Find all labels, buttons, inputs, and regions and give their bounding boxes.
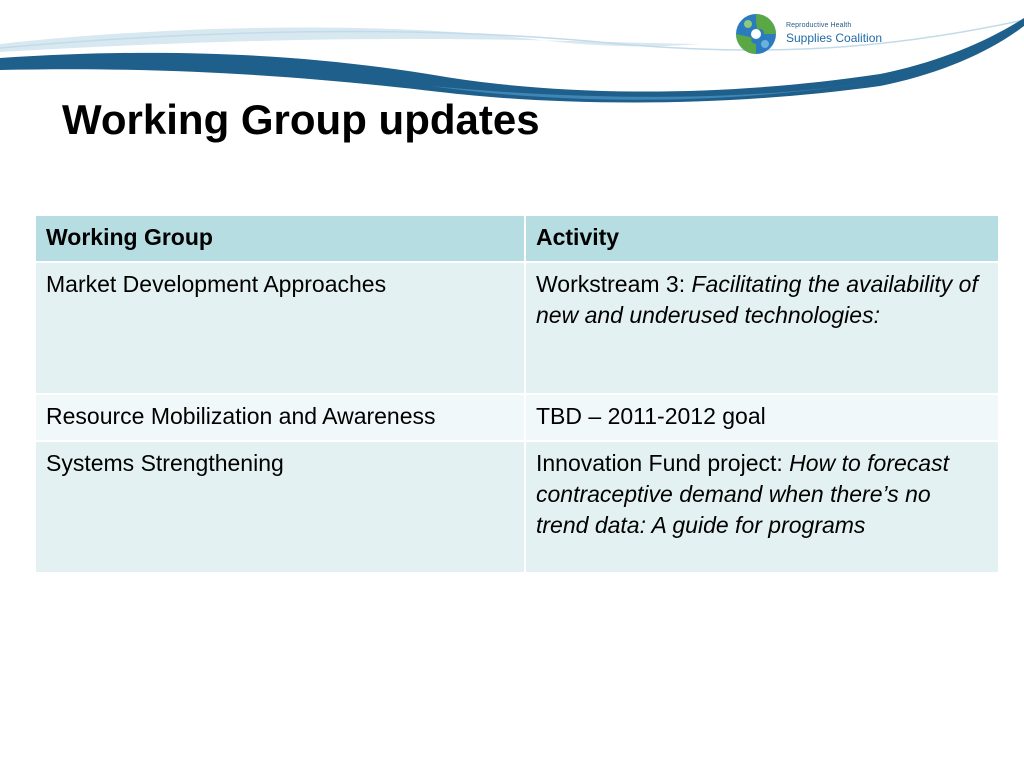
table-row: [35, 394, 999, 441]
logo-line-2: Supplies Coalition: [786, 31, 883, 45]
activity-italic-text: How to forecast contraceptive demand when there’s no trend data: A guide for programs: [536, 450, 949, 538]
cell-working-group: Resource Mobilization and Awareness: [35, 394, 525, 441]
activity-text: Innovation Fund project:: [536, 450, 790, 476]
activity-text: Workstream 3:: [536, 271, 692, 297]
activity-text: TBD – 2011-2012 goal: [536, 403, 766, 429]
column-header-working-group: Working Group: [35, 215, 525, 262]
table-row: [35, 262, 999, 394]
cell-working-group: Systems Strengthening: [35, 441, 525, 573]
cell-activity: [525, 441, 999, 573]
cell-activity: [525, 394, 999, 441]
working-group-table: [34, 214, 1000, 574]
table-row: [35, 441, 999, 573]
cell-activity: [525, 262, 999, 394]
logo-line-1: Reproductive Health: [786, 22, 852, 29]
activity-italic-text: Facilitating the availability of new and underused technologies:: [536, 271, 978, 328]
column-header-activity: Activity: [525, 215, 999, 262]
puzzle-globe-icon: [734, 12, 778, 56]
logo-wordmark: [786, 22, 882, 44]
table-header-row: [35, 215, 999, 262]
coalition-logo: [734, 12, 894, 56]
page-title: Working Group updates: [62, 96, 540, 143]
cell-working-group: Market Development Approaches: [35, 262, 525, 394]
